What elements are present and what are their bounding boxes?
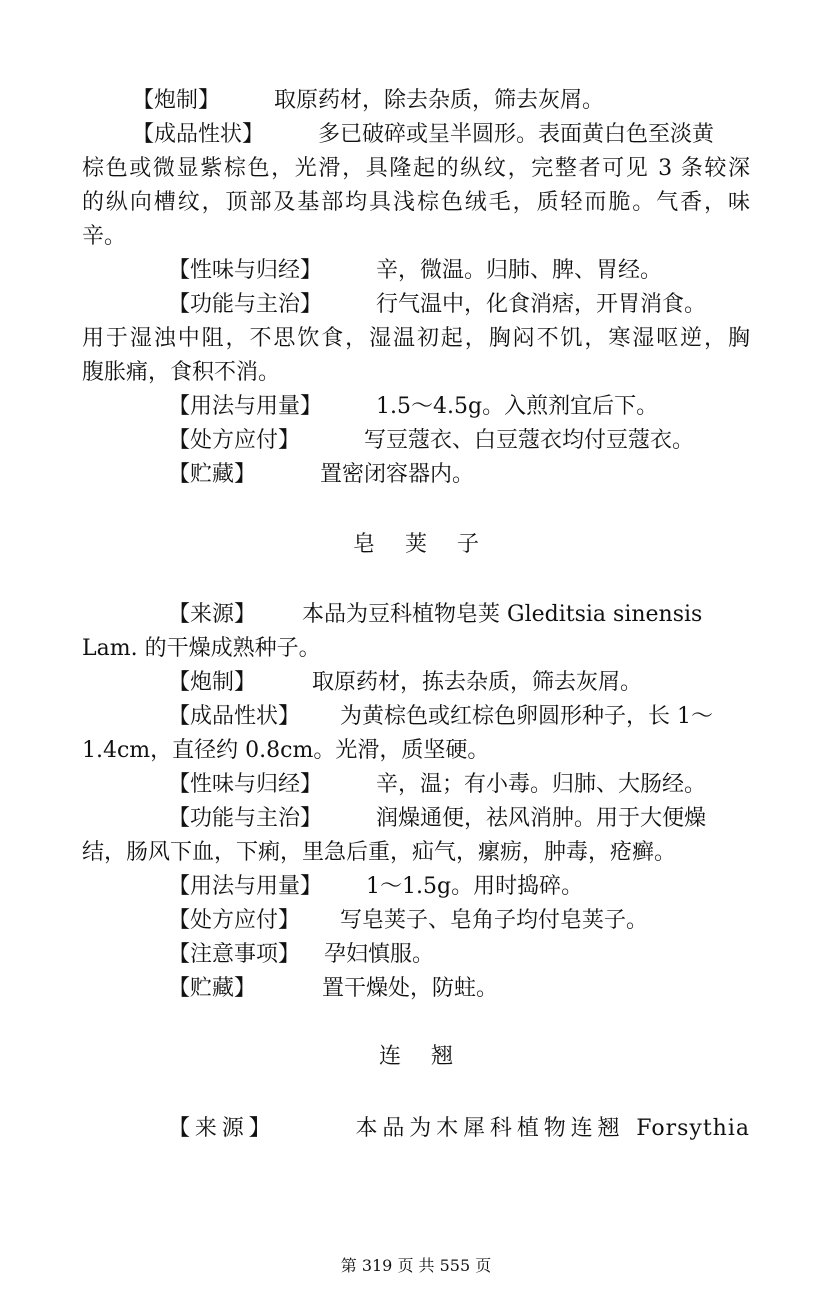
section-text: 辛，温；有小毒。归肺、大肠经。 — [376, 772, 707, 797]
document-page — [82, 84, 750, 1146]
section-text: 置密闭容器内。 — [320, 462, 475, 487]
text-line: 辛。 — [82, 224, 127, 249]
section-label: 【用法与用量】 — [168, 874, 323, 899]
section-label: 【贮藏】 — [168, 976, 257, 1001]
gongneng-line — [82, 802, 750, 836]
xingzhuang-line — [82, 700, 750, 734]
xingwei-line — [82, 768, 750, 802]
section-text: 孕妇慎服。 — [324, 942, 435, 967]
section-text: 行气温中，化食消痞，开胃消食。 — [376, 292, 707, 317]
chufang-line — [82, 424, 750, 458]
section-text: 本品为木犀科植物连翘 Forsythia — [351, 1116, 750, 1141]
text-line: 腹胀痛，食积不消。 — [82, 360, 281, 385]
section-text: 置干燥处，防蛀。 — [322, 976, 499, 1001]
text-line: 的纵向槽纹，顶部及基部均具浅棕色绒毛，质轻而脆。气香，味 — [82, 190, 750, 215]
section-label: 【功能与主治】 — [168, 292, 323, 317]
section-text: 取原药材，拣去杂质，筛去灰屑。 — [312, 670, 643, 695]
section-label: 【功能与主治】 — [168, 806, 323, 831]
text-line: 用于湿浊中阻，不思饮食，湿温初起，胸闷不饥，寒湿呕逆，胸 — [82, 326, 750, 351]
section-text: 写皂荚子、皂角子均付皂荚子。 — [340, 908, 649, 933]
yongfa-line — [82, 870, 750, 904]
section-label: 【来源】 — [168, 1116, 276, 1141]
section-label: 【成品性状】 — [168, 704, 301, 729]
section-text: 多已破碎或呈半圆形。表面黄白色至淡黄 — [318, 122, 715, 147]
section-text: 1～1.5g。用时捣碎。 — [366, 874, 584, 899]
section-text: 润燥通便，祛风消肿。用于大便燥 — [376, 806, 707, 831]
zhuyi-line — [82, 938, 750, 972]
gongneng-line — [82, 288, 750, 322]
section-text: 本品为豆科植物皂荚 Gleditsia sinensis — [302, 602, 703, 627]
paocao-line — [82, 666, 750, 700]
section-label: 【贮藏】 — [168, 462, 257, 487]
zhucang-line — [82, 458, 750, 492]
xingzhuang-line — [82, 118, 750, 152]
section-label: 【性味与归经】 — [168, 772, 323, 797]
section-label: 【性味与归经】 — [168, 258, 323, 283]
section-label: 【炮制】 — [132, 88, 221, 113]
yongfa-line — [82, 390, 750, 424]
section-label: 【来源】 — [168, 602, 257, 627]
laiyuan-line — [82, 1112, 750, 1146]
xingwei-line — [82, 254, 750, 288]
chufang-line — [82, 904, 750, 938]
section-text: 1.5～4.5g。入煎剂宜后下。 — [376, 394, 659, 419]
entry-title: 连翘 — [378, 1044, 483, 1069]
section-label: 【炮制】 — [168, 670, 257, 695]
paocao-line — [82, 84, 750, 118]
text-line: 1.4cm，直径约 0.8cm。光滑，质坚硬。 — [82, 738, 490, 763]
section-label: 【用法与用量】 — [168, 394, 323, 419]
section-text: 为黄棕色或红棕色卵圆形种子，长 1～ — [340, 704, 714, 729]
section-label: 【注意事项】 — [168, 942, 301, 967]
section-label: 【成品性状】 — [132, 122, 265, 147]
section-text: 写豆蔻衣、白豆蔻衣均付豆蔻衣。 — [364, 428, 695, 453]
text-line: Lam. 的干燥成熟种子。 — [82, 636, 321, 661]
entry-title: 皂荚子 — [352, 532, 509, 557]
section-label: 【处方应付】 — [168, 908, 301, 933]
section-label: 【处方应付】 — [168, 428, 301, 453]
section-text: 取原药材，除去杂质，筛去灰屑。 — [274, 88, 605, 113]
text-line: 棕色或微显紫棕色，光滑，具隆起的纵纹，完整者可见 3 条较深 — [82, 156, 750, 181]
zhucang-line — [82, 972, 750, 1006]
laiyuan-line — [82, 598, 750, 632]
text-line: 结，肠风下血，下痢，里急后重，疝气，瘰疬，肿毒，疮癣。 — [82, 840, 677, 865]
page-footer: 第 319 页 共 555 页 — [340, 1256, 492, 1275]
section-text: 辛，微温。归肺、脾、胃经。 — [376, 258, 663, 283]
